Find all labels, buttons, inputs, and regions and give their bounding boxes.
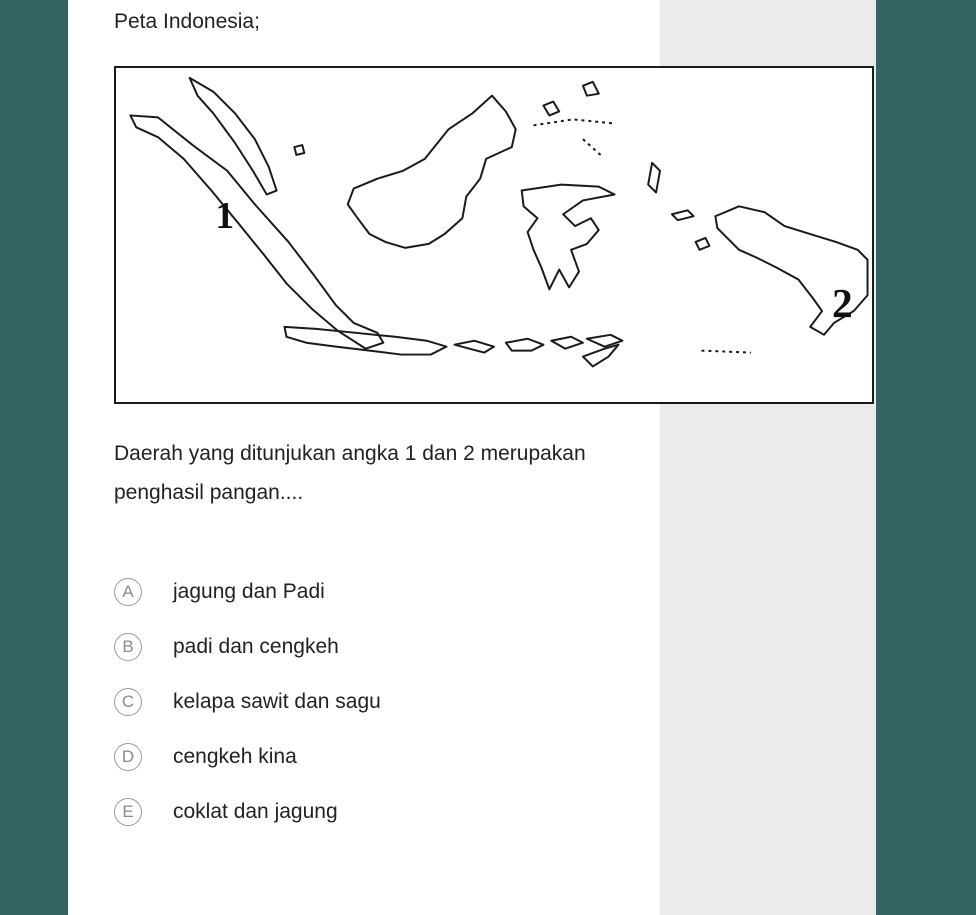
maluku-islands (648, 163, 709, 250)
question-prefix: Peta Indonesia; (114, 10, 260, 33)
option-marker-e[interactable]: E (114, 798, 142, 826)
option-b[interactable] (114, 619, 594, 674)
option-marker-a[interactable]: A (114, 578, 142, 606)
option-c[interactable] (114, 674, 594, 729)
option-label-e: coklat dan jagung (173, 799, 338, 823)
map-drawing (116, 68, 872, 402)
timor-island (583, 345, 619, 367)
option-label-c: kelapa sawit dan sagu (173, 689, 381, 713)
indonesia-map (114, 66, 874, 404)
option-marker-b[interactable]: B (114, 633, 142, 661)
option-d[interactable] (114, 729, 594, 784)
small-islands-north (294, 82, 598, 155)
sea-border-lines (534, 119, 751, 352)
sulawesi-island (522, 185, 615, 290)
option-label-a: jagung dan Padi (173, 579, 325, 603)
lesser-sunda-islands (454, 335, 622, 353)
sumatra-island (130, 115, 383, 348)
option-e[interactable] (114, 784, 594, 839)
option-marker-c[interactable]: C (114, 688, 142, 716)
question-text: Daerah yang ditunjukan angka 1 dan 2 merupakan penghasil pangan.... (114, 442, 586, 504)
map-label-1: 1 (215, 196, 235, 238)
option-marker-d[interactable]: D (114, 743, 142, 771)
java-island (285, 327, 447, 355)
option-a[interactable] (114, 564, 594, 619)
map-label-2: 2 (831, 280, 853, 327)
option-label-d: cengkeh kina (173, 744, 297, 768)
option-label-b: padi dan cengkeh (173, 634, 339, 658)
answer-options (114, 564, 594, 839)
borneo-island (348, 96, 516, 248)
